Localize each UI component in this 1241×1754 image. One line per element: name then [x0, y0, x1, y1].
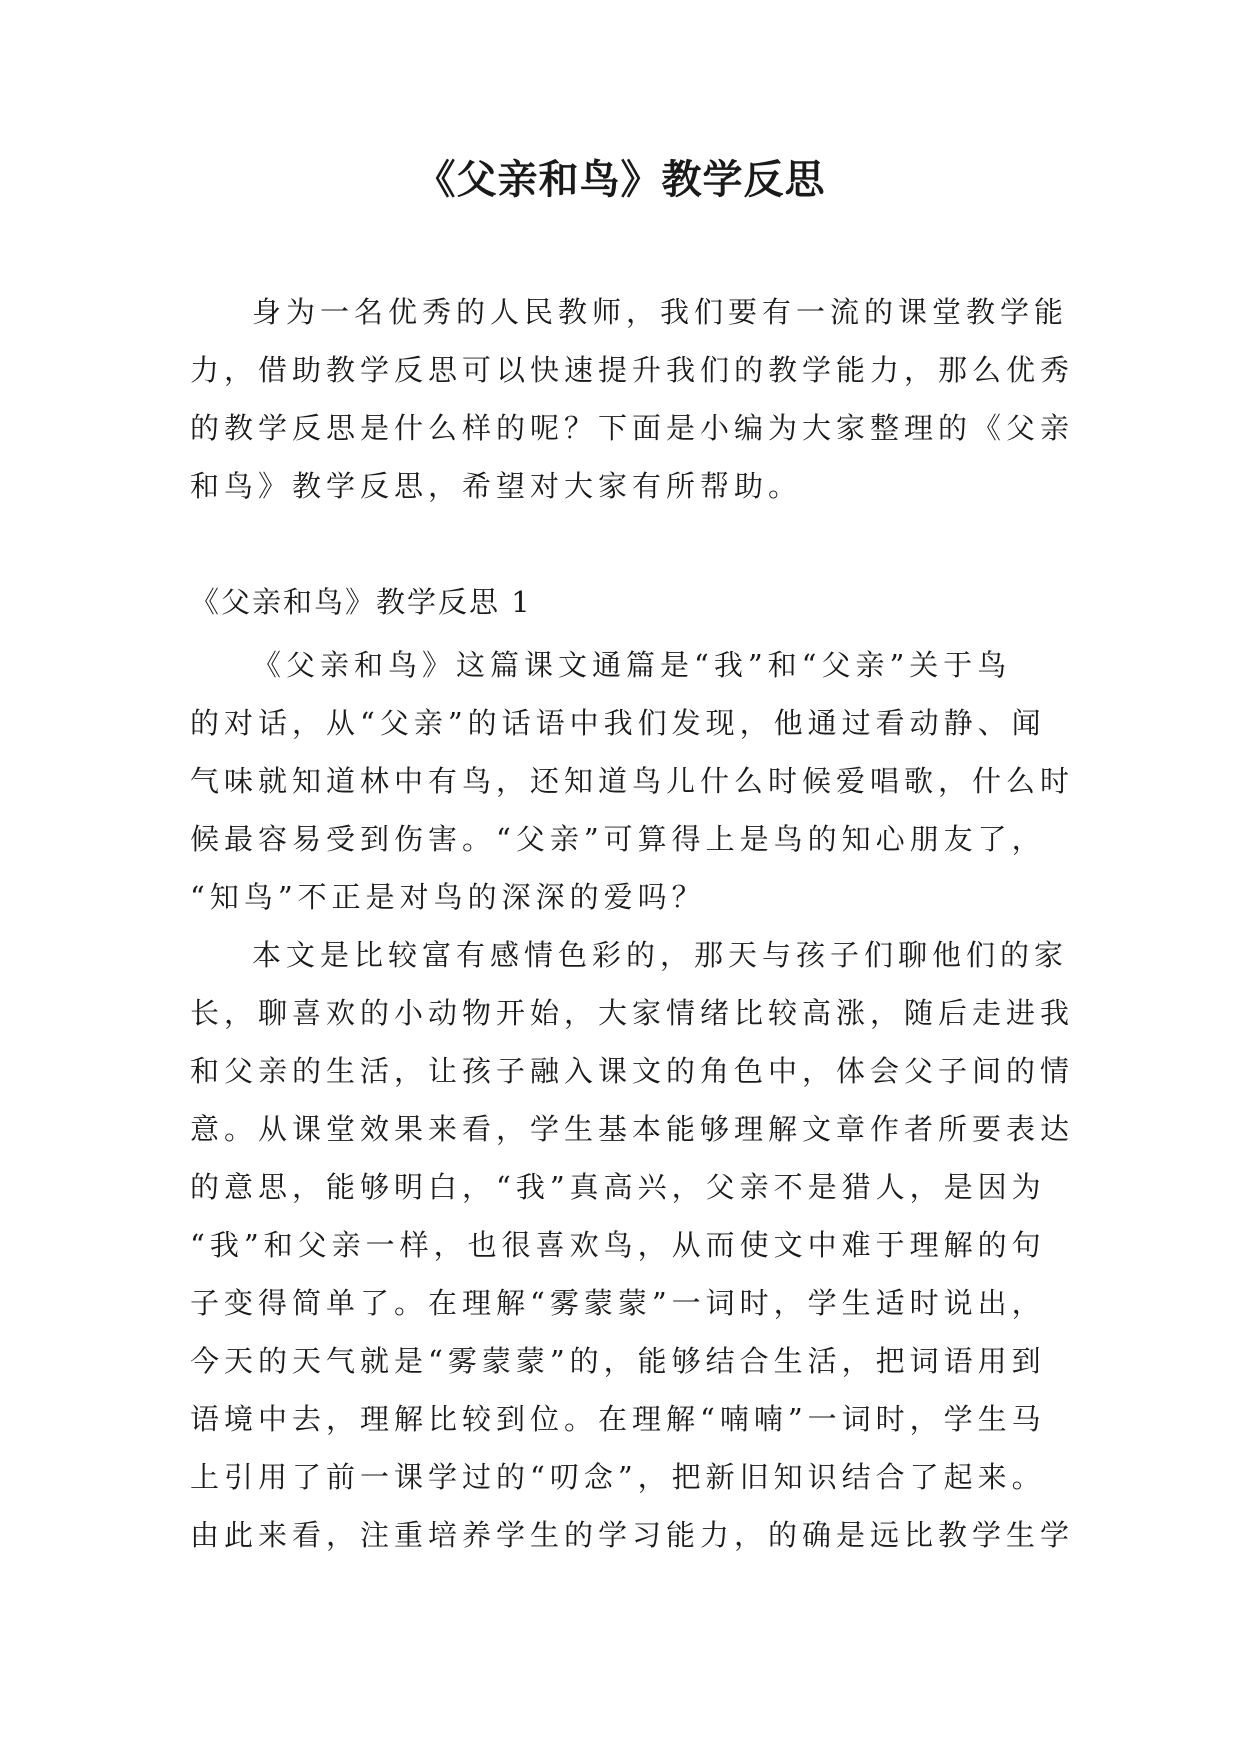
intro-paragraph: [190, 283, 1075, 515]
text-line: 身为一名优秀的人民教师，我们要有一流的课堂教学能: [252, 295, 1069, 329]
text-line: 气味就知道林中有鸟，还知道鸟儿什么时候爱唱歌，什么时: [190, 764, 1075, 798]
text-line: 力，借助教学反思可以快速提升我们的教学能力，那么优秀: [190, 353, 1075, 387]
text-line: 子变得简单了。在理解“雾蒙蒙”一词时，学生适时说出，: [190, 1286, 1046, 1320]
text-line: 意。从课堂效果来看，学生基本能够理解文章作者所要表达: [190, 1112, 1075, 1146]
text-line: “我”和父亲一样，也很喜欢鸟，从而使文中难于理解的句: [190, 1228, 1046, 1262]
text-line: 长，聊喜欢的小动物开始，大家情绪比较高涨，随后走进我: [190, 996, 1075, 1030]
text-line: 的对话，从“父亲”的话语中我们发现，他通过看动静、闻: [190, 706, 1046, 740]
text-line: 候最容易受到伤害。“父亲”可算得上是鸟的知心朋友了，: [190, 822, 1046, 856]
text-line: 今天的天气就是“雾蒙蒙”的，能够结合生活，把词语用到: [190, 1344, 1046, 1378]
document-title: 《父亲和鸟》教学反思: [415, 157, 826, 203]
text-line: 上引用了前一课学过的“叨念”，把新旧知识结合了起来。: [190, 1460, 1046, 1494]
text-line: 和父亲的生活，让孩子融入课文的角色中，体会父子间的情: [190, 1054, 1075, 1088]
section-heading: 《父亲和鸟》教学反思 1: [190, 585, 532, 619]
text-line: 的意思，能够明白，“我”真高兴，父亲不是猎人，是因为: [190, 1170, 1046, 1204]
text-line: 和鸟》教学反思，希望对大家有所帮助。: [190, 469, 803, 503]
text-line: 语境中去，理解比较到位。在理解“喃喃”一词时，学生马: [190, 1402, 1046, 1436]
text-line: 《父亲和鸟》这篇课文通篇是“我”和“父亲”关于鸟: [252, 648, 1012, 682]
section-body: [190, 636, 1075, 1564]
text-line: 本文是比较富有感情色彩的，那天与孩子们聊他们的家: [252, 938, 1069, 972]
text-line: 由此来看，注重培养学生的学习能力，的确是远比教学生学: [190, 1518, 1075, 1552]
text-line: “知鸟”不正是对鸟的深深的爱吗？: [190, 880, 706, 914]
text-line: 的教学反思是什么样的呢？下面是小编为大家整理的《父亲: [190, 411, 1075, 445]
